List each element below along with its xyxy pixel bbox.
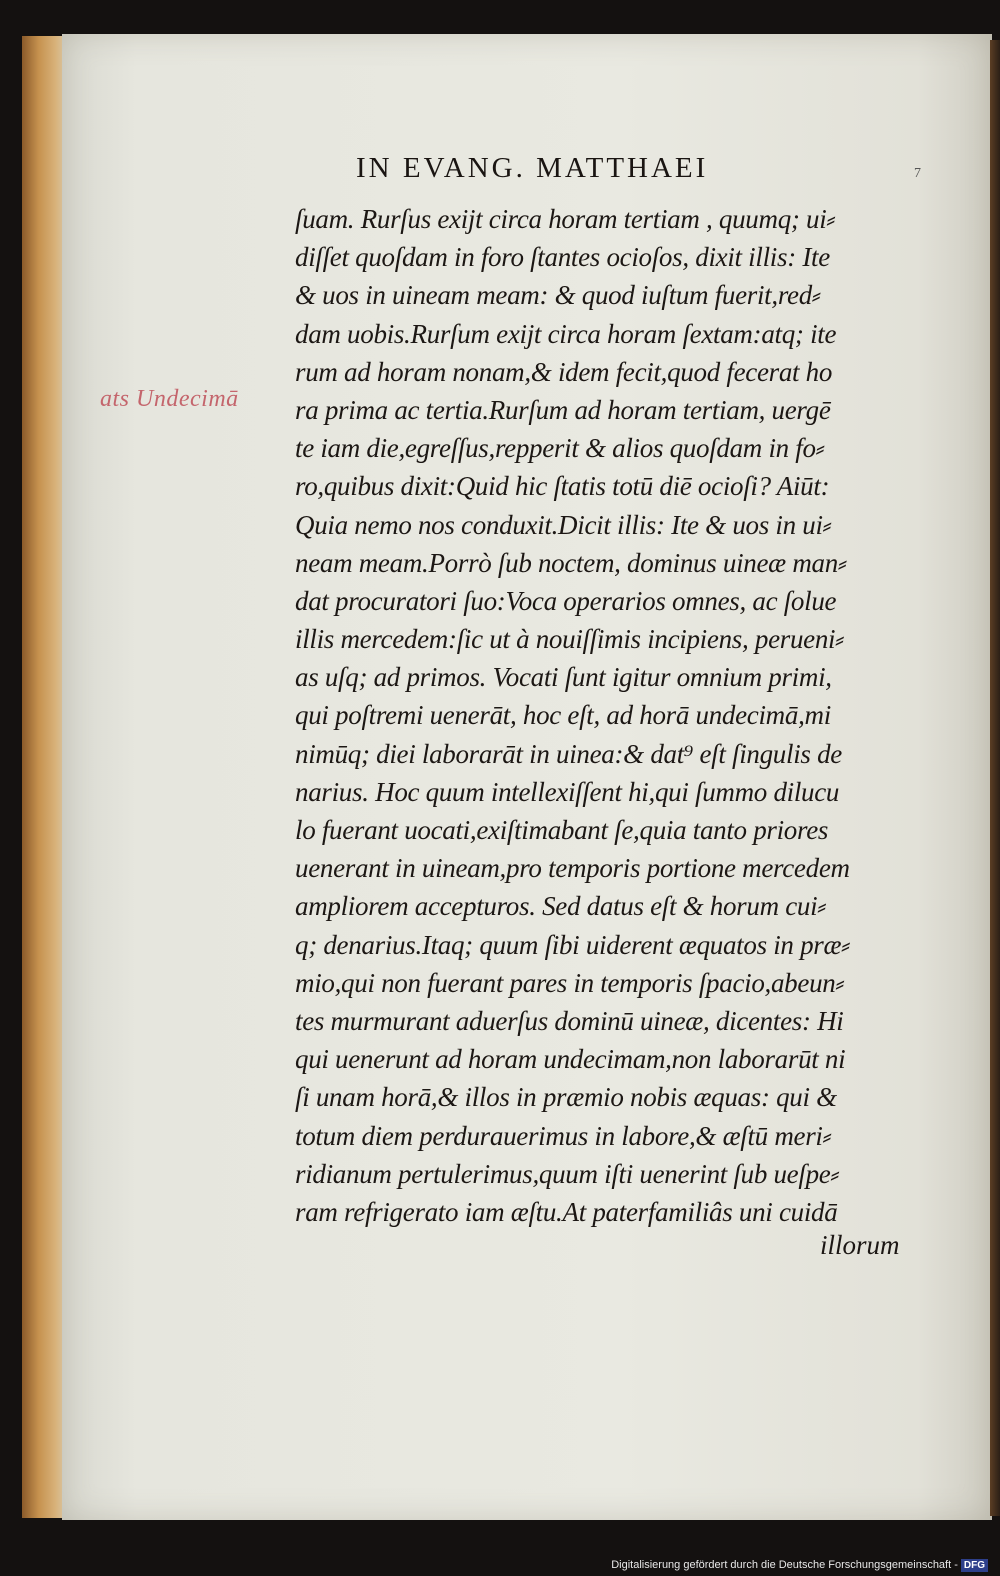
text-line: as uſq; ad primos. Vocati ſunt igitur omnium primi,	[295, 662, 832, 693]
text-line: ſuam. Rurſus exijt circa horam tertiam , quumq; ui⸗	[295, 204, 836, 234]
text-line: ra prima ac tertia.Rurſum ad horam tertiam, uergē	[295, 394, 831, 425]
text-line: ram refrigerato iam æſtu.At paterfamiliâs uni cuidā	[295, 1196, 838, 1227]
text-line: rum ad horam nonam,& idem fecit,quod fecerat ho	[295, 356, 833, 387]
body-text	[295, 200, 930, 1231]
digitization-credit	[611, 1558, 988, 1572]
text-line: mio,qui non fuerant pares in temporis ſpacio,abeun⸗	[295, 967, 845, 998]
text-line: & uos in uineam meam: & quod iuſtum fuerit,red⸗	[295, 280, 821, 311]
text-line: ro,quibus dixit:Quid hic ſtatis totū diē ocioſi? Aiūt:	[295, 471, 830, 502]
text-line: dat procuratori ſuo:Voca operarios omnes, ac ſolue	[295, 585, 837, 616]
text-line: uenerant in uineam,pro temporis portione mercedem	[295, 853, 850, 884]
text-line: te iam die,egreſſus,repperit & alios quoſdam in fo⸗	[295, 433, 825, 464]
text-line: narius. Hoc quum intellexiſſent hi,qui ſummo dilucu	[295, 776, 840, 807]
text-line: lo fuerant uocati,exiſtimabant ſe,quia tanto priores	[295, 815, 829, 845]
text-line: dam uobis.Rurſum exijt circa horam ſextam:atq; ite	[295, 318, 837, 349]
page-mark: 7	[914, 166, 921, 181]
text-line: totum diem perdurauerimus in labore,& æſtū meri⸗	[295, 1120, 832, 1151]
dfg-logo: DFG	[961, 1559, 988, 1572]
text-line: diſſet quoſdam in foro ſtantes ocioſos, dixit illis: Ite	[295, 242, 830, 273]
text-line: ridianum pertulerimus,quum iſti uenerint ſub ueſpe⸗	[295, 1158, 840, 1189]
text-line: ampliorem accepturos. Sed datus eſt & horum cui⸗	[295, 891, 827, 922]
text-line: neam meam.Porrò ſub noctem, dominus uineæ man⸗	[295, 547, 847, 578]
next-page-edge	[990, 40, 1000, 1516]
text-line: ſi unam horā,& illos in præmio nobis æquas: qui &	[295, 1082, 837, 1113]
text-line: tes murmurant aduerſus dominū uineæ, dicentes: Hi	[295, 1005, 844, 1036]
text-line: illis mercedem:ſic ut à nouiſſimis incipiens, perueni⸗	[295, 624, 844, 655]
credit-text: Digitalisierung gefördert durch die Deutsche Forschungsgemeinschaft -	[611, 1559, 958, 1571]
text-line: nimūq; diei laborarāt in uinea:& dat⁹ eſt ſingulis de	[295, 738, 842, 769]
text-line: qui uenerunt ad horam undecimam,non laborarūt ni	[295, 1044, 846, 1075]
text-line: qui poſtremi uenerāt, hoc eſt, ad horā undecimā,mi	[295, 700, 831, 731]
text-line: Quia nemo nos conduxit.Dicit illis: Ite & uos in ui⸗	[295, 509, 832, 540]
running-head: IN EVANG. MATTHAEI	[356, 152, 709, 184]
catchword: illorum	[820, 1230, 900, 1260]
margin-annotation: ats Undecimā	[100, 386, 239, 412]
text-line: q; denarius.Itaq; quum ſibi uiderent æquatos in præ⸗	[295, 929, 850, 960]
